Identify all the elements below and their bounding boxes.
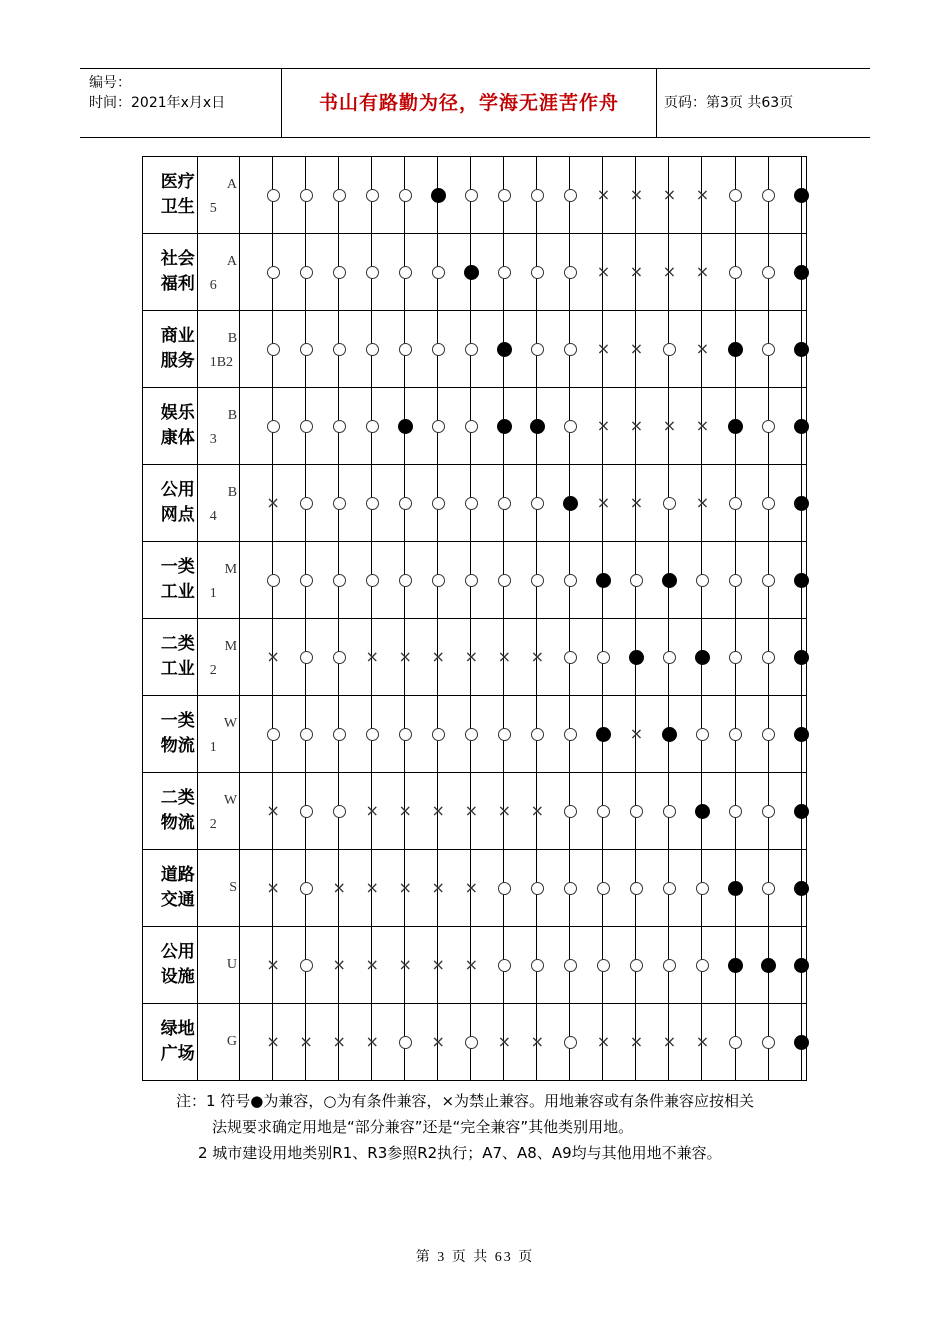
conditional-compatible-icon: [298, 726, 314, 742]
compat-cell: [801, 1004, 806, 1081]
land-use-code: [197, 542, 239, 619]
conditional-compatible-icon: [265, 418, 281, 434]
forbidden-icon: ×: [365, 1032, 379, 1051]
forbidden-icon: ×: [464, 878, 478, 897]
conditional-compatible-icon: [331, 264, 347, 280]
land-use-code: [197, 850, 239, 927]
conditional-compatible-icon: [496, 726, 512, 742]
conditional-compatible-icon: [761, 880, 777, 896]
conditional-compatible-icon: [397, 495, 413, 511]
land-use-code: [197, 773, 239, 850]
code-number: 4: [209, 509, 217, 524]
forbidden-icon: ×: [398, 878, 412, 897]
forbidden-icon: ×: [266, 1032, 280, 1051]
land-use-name-text: 二类物流: [160, 788, 195, 833]
compatible-icon: [397, 418, 413, 434]
compat-cell: [801, 234, 806, 311]
compat-cell: [801, 850, 806, 927]
forbidden-icon: ×: [629, 262, 644, 281]
conditional-compatible-icon: [529, 264, 545, 280]
conditional-compatible-icon: [562, 880, 578, 896]
forbidden-icon: ×: [695, 185, 710, 204]
forbidden-icon: ×: [695, 1032, 710, 1051]
forbidden-icon: ×: [266, 878, 280, 897]
land-use-name: [143, 850, 198, 927]
forbidden-icon: ×: [365, 955, 379, 974]
conditional-compatible-icon: [265, 341, 281, 357]
table-row: [143, 773, 807, 850]
compatible-icon: [728, 880, 744, 896]
land-use-name-text: 道路交通: [160, 865, 195, 910]
compatible-icon: [728, 418, 744, 434]
conditional-compatible-icon: [728, 803, 744, 819]
conditional-compatible-icon: [694, 957, 710, 973]
conditional-compatible-icon: [331, 572, 347, 588]
conditional-compatible-icon: [430, 495, 446, 511]
conditional-compatible-icon: [562, 572, 578, 588]
page-header: [80, 68, 870, 138]
land-use-name-text: 绿地广场: [160, 1019, 195, 1064]
code-number: 1B2: [209, 355, 234, 370]
land-use-name: [143, 619, 198, 696]
conditional-compatible-icon: [694, 572, 710, 588]
forbidden-icon: ×: [596, 493, 611, 512]
land-use-name: [143, 696, 198, 773]
conditional-compatible-icon: [298, 803, 314, 819]
conditional-compatible-icon: [628, 572, 644, 588]
compat-cell: [801, 157, 806, 234]
land-use-code: [197, 157, 239, 234]
note-line-1: 注：1 符号●为兼容，○为有条件兼容，×为禁止兼容。用地兼容或有条件兼容应按相关: [176, 1092, 755, 1110]
conditional-compatible-icon: [661, 803, 677, 819]
conditional-compatible-icon: [595, 649, 611, 665]
compatible-icon: [794, 726, 810, 742]
conditional-compatible-icon: [661, 880, 677, 896]
conditional-compatible-icon: [430, 341, 446, 357]
conditional-compatible-icon: [628, 803, 644, 819]
compatible-icon: [661, 572, 677, 588]
forbidden-icon: ×: [629, 416, 644, 435]
land-use-name: [143, 773, 198, 850]
conditional-compatible-icon: [562, 957, 578, 973]
compatible-icon: [694, 649, 710, 665]
compat-cell: [801, 927, 806, 1004]
conditional-compatible-icon: [562, 649, 578, 665]
compatible-icon: [794, 341, 810, 357]
compat-cell: [801, 311, 806, 388]
land-use-name: [143, 234, 198, 311]
conditional-compatible-icon: [496, 957, 512, 973]
compatible-icon: [463, 264, 479, 280]
conditional-compatible-icon: [628, 957, 644, 973]
forbidden-icon: ×: [431, 801, 445, 820]
land-use-name-text: 社会福利: [160, 249, 195, 294]
compatible-icon: [595, 726, 611, 742]
forbidden-icon: ×: [365, 647, 379, 666]
conditional-compatible-icon: [265, 264, 281, 280]
land-use-name-text: 二类工业: [160, 634, 195, 679]
conditional-compatible-icon: [331, 187, 347, 203]
conditional-compatible-icon: [298, 495, 314, 511]
land-use-name: [143, 1004, 198, 1081]
forbidden-icon: ×: [332, 878, 346, 897]
conditional-compatible-icon: [761, 649, 777, 665]
conditional-compatible-icon: [562, 1034, 578, 1050]
compatible-icon: [430, 187, 446, 203]
land-compatibility-table: [142, 156, 807, 1081]
compatible-icon: [794, 418, 810, 434]
land-use-name: [143, 311, 198, 388]
conditional-compatible-icon: [728, 649, 744, 665]
conditional-compatible-icon: [761, 572, 777, 588]
conditional-compatible-icon: [364, 187, 380, 203]
land-use-code: [197, 234, 239, 311]
code-number: 6: [209, 278, 217, 293]
land-use-name-text: 一类物流: [160, 711, 195, 756]
land-use-name: [143, 465, 198, 542]
compatible-icon: [794, 572, 810, 588]
forbidden-icon: ×: [629, 493, 644, 512]
code-letter: G: [226, 1034, 238, 1049]
header-meta: [89, 73, 225, 113]
conditional-compatible-icon: [430, 418, 446, 434]
forbidden-icon: ×: [365, 801, 379, 820]
header-page-info: 页码：第3页 共63页: [664, 95, 794, 111]
land-use-code: [197, 1004, 239, 1081]
table-row: [143, 157, 807, 234]
code-letter: B: [227, 408, 238, 423]
conditional-compatible-icon: [430, 726, 446, 742]
land-use-name-text: 医疗卫生: [160, 172, 195, 217]
conditional-compatible-icon: [761, 341, 777, 357]
forbidden-icon: ×: [398, 647, 412, 666]
forbidden-icon: ×: [299, 1032, 313, 1051]
conditional-compatible-icon: [562, 726, 578, 742]
forbidden-icon: ×: [596, 1032, 611, 1051]
compat-cell: [801, 542, 806, 619]
compatible-icon: [728, 957, 744, 973]
code-letter: A: [226, 177, 238, 192]
date-label: 时间：2021年x月x日: [89, 95, 226, 111]
conditional-compatible-icon: [562, 418, 578, 434]
code-letter: U: [226, 957, 238, 972]
conditional-compatible-icon: [595, 803, 611, 819]
conditional-compatible-icon: [761, 803, 777, 819]
code-letter: B: [227, 331, 238, 346]
forbidden-icon: ×: [662, 185, 677, 204]
forbidden-icon: ×: [629, 339, 644, 358]
code-letter: S: [229, 880, 238, 895]
code-number: 1: [209, 740, 217, 755]
conditional-compatible-icon: [496, 264, 512, 280]
conditional-compatible-icon: [364, 726, 380, 742]
land-use-name: [143, 388, 198, 465]
conditional-compatible-icon: [496, 880, 512, 896]
land-use-name-text: 商业服务: [160, 326, 195, 371]
conditional-compatible-icon: [331, 418, 347, 434]
conditional-compatible-icon: [397, 1034, 413, 1050]
forbidden-icon: ×: [695, 493, 710, 512]
conditional-compatible-icon: [529, 187, 545, 203]
compatible-icon: [529, 418, 545, 434]
table-row: [143, 1004, 807, 1081]
compat-cell: [801, 465, 806, 542]
compatible-icon: [794, 803, 810, 819]
compatible-icon: [794, 957, 810, 973]
compatible-icon: [694, 803, 710, 819]
forbidden-icon: ×: [431, 1032, 445, 1051]
table-row: [143, 234, 807, 311]
conditional-compatible-icon: [265, 187, 281, 203]
code-letter: M: [224, 562, 238, 577]
table-row: [143, 850, 807, 927]
land-use-name: [143, 157, 198, 234]
conditional-compatible-icon: [661, 495, 677, 511]
conditional-compatible-icon: [562, 187, 578, 203]
land-use-name: [143, 542, 198, 619]
conditional-compatible-icon: [364, 572, 380, 588]
conditional-compatible-icon: [331, 649, 347, 665]
conditional-compatible-icon: [728, 495, 744, 511]
compatible-icon: [562, 495, 578, 511]
conditional-compatible-icon: [628, 880, 644, 896]
conditional-compatible-icon: [298, 880, 314, 896]
conditional-compatible-icon: [761, 187, 777, 203]
forbidden-icon: ×: [398, 801, 412, 820]
conditional-compatible-icon: [463, 726, 479, 742]
compat-cell: [801, 696, 806, 773]
forbidden-icon: ×: [530, 647, 545, 666]
compatible-icon: [794, 1034, 810, 1050]
land-use-name-text: 一类工业: [160, 557, 195, 602]
forbidden-icon: ×: [464, 955, 478, 974]
compat-cell: [801, 619, 806, 696]
forbidden-icon: ×: [497, 1032, 511, 1051]
conditional-compatible-icon: [463, 418, 479, 434]
forbidden-icon: ×: [530, 801, 545, 820]
conditional-compatible-icon: [529, 957, 545, 973]
forbidden-icon: ×: [662, 416, 677, 435]
conditional-compatible-icon: [397, 264, 413, 280]
forbidden-icon: ×: [629, 1032, 644, 1051]
conditional-compatible-icon: [331, 341, 347, 357]
forbidden-icon: ×: [596, 185, 611, 204]
forbidden-icon: ×: [431, 647, 445, 666]
conditional-compatible-icon: [562, 803, 578, 819]
table-row: [143, 465, 807, 542]
forbidden-icon: ×: [266, 801, 280, 820]
forbidden-icon: ×: [695, 339, 710, 358]
conditional-compatible-icon: [298, 572, 314, 588]
conditional-compatible-icon: [298, 187, 314, 203]
land-use-code: [197, 619, 239, 696]
conditional-compatible-icon: [298, 957, 314, 973]
conditional-compatible-icon: [298, 341, 314, 357]
code-number: 5: [209, 201, 217, 216]
conditional-compatible-icon: [728, 264, 744, 280]
conditional-compatible-icon: [364, 495, 380, 511]
conditional-compatible-icon: [397, 187, 413, 203]
forbidden-icon: ×: [662, 262, 677, 281]
forbidden-icon: ×: [431, 878, 445, 897]
forbidden-icon: ×: [596, 262, 611, 281]
conditional-compatible-icon: [265, 572, 281, 588]
forbidden-icon: ×: [695, 416, 710, 435]
table-row: [143, 696, 807, 773]
land-use-code: [197, 465, 239, 542]
note-line-3: 2 城市建设用地类别R1、R3参照R2执行；A7、A8、A9均与其他用地不兼容。: [198, 1144, 722, 1162]
conditional-compatible-icon: [728, 1034, 744, 1050]
conditional-compatible-icon: [430, 264, 446, 280]
conditional-compatible-icon: [529, 880, 545, 896]
forbidden-icon: ×: [530, 1032, 545, 1051]
table-row: [143, 927, 807, 1004]
forbidden-icon: ×: [695, 262, 710, 281]
conditional-compatible-icon: [761, 1034, 777, 1050]
compatible-icon: [728, 341, 744, 357]
forbidden-icon: ×: [266, 493, 280, 512]
conditional-compatible-icon: [298, 418, 314, 434]
forbidden-icon: ×: [266, 955, 280, 974]
conditional-compatible-icon: [529, 726, 545, 742]
forbidden-icon: ×: [365, 878, 379, 897]
conditional-compatible-icon: [397, 572, 413, 588]
conditional-compatible-icon: [562, 341, 578, 357]
code-letter: A: [226, 254, 238, 269]
land-use-code: [197, 696, 239, 773]
conditional-compatible-icon: [761, 418, 777, 434]
compatible-icon: [496, 341, 512, 357]
land-use-code: [197, 927, 239, 1004]
conditional-compatible-icon: [463, 495, 479, 511]
conditional-compatible-icon: [298, 649, 314, 665]
conditional-compatible-icon: [364, 341, 380, 357]
conditional-compatible-icon: [496, 572, 512, 588]
forbidden-icon: ×: [398, 955, 412, 974]
number-label: 编号：: [89, 75, 131, 91]
land-use-code: [197, 311, 239, 388]
conditional-compatible-icon: [728, 187, 744, 203]
compatible-icon: [628, 649, 644, 665]
compatible-icon: [794, 187, 810, 203]
forbidden-icon: ×: [464, 801, 478, 820]
compatible-icon: [794, 649, 810, 665]
conditional-compatible-icon: [661, 957, 677, 973]
compatible-icon: [661, 726, 677, 742]
conditional-compatible-icon: [595, 880, 611, 896]
conditional-compatible-icon: [496, 495, 512, 511]
conditional-compatible-icon: [331, 726, 347, 742]
conditional-compatible-icon: [529, 495, 545, 511]
compatible-icon: [496, 418, 512, 434]
code-number: 3: [209, 432, 217, 447]
forbidden-icon: ×: [497, 647, 511, 666]
compat-cell: [801, 388, 806, 465]
conditional-compatible-icon: [529, 341, 545, 357]
compat-cell: [801, 773, 806, 850]
table-row: [143, 542, 807, 619]
table-row: [143, 619, 807, 696]
forbidden-icon: ×: [464, 647, 478, 666]
forbidden-icon: ×: [629, 185, 644, 204]
conditional-compatible-icon: [694, 726, 710, 742]
header-divider: [656, 69, 657, 137]
conditional-compatible-icon: [331, 495, 347, 511]
conditional-compatible-icon: [364, 264, 380, 280]
conditional-compatible-icon: [761, 495, 777, 511]
conditional-compatible-icon: [298, 264, 314, 280]
forbidden-icon: ×: [332, 955, 346, 974]
compatible-icon: [761, 957, 777, 973]
conditional-compatible-icon: [529, 572, 545, 588]
forbidden-icon: ×: [497, 801, 511, 820]
conditional-compatible-icon: [331, 803, 347, 819]
conditional-compatible-icon: [562, 264, 578, 280]
land-use-name: [143, 927, 198, 1004]
conditional-compatible-icon: [661, 649, 677, 665]
note-line-2: 法规要求确定用地是“部分兼容”还是“完全兼容”其他类别用地。: [212, 1118, 634, 1136]
code-letter: W: [223, 716, 238, 731]
conditional-compatible-icon: [463, 572, 479, 588]
compatible-icon: [794, 264, 810, 280]
compatible-icon: [595, 572, 611, 588]
forbidden-icon: ×: [266, 647, 280, 666]
compatible-icon: [794, 880, 810, 896]
forbidden-icon: ×: [662, 1032, 677, 1051]
table-notes: [142, 1088, 812, 1166]
forbidden-icon: ×: [332, 1032, 346, 1051]
conditional-compatible-icon: [463, 1034, 479, 1050]
conditional-compatible-icon: [397, 341, 413, 357]
code-letter: B: [227, 485, 238, 500]
page-footer: 第 3 页 共 63 页: [415, 1250, 535, 1265]
conditional-compatible-icon: [728, 726, 744, 742]
conditional-compatible-icon: [661, 341, 677, 357]
forbidden-icon: ×: [596, 416, 611, 435]
conditional-compatible-icon: [496, 187, 512, 203]
conditional-compatible-icon: [397, 726, 413, 742]
land-use-name-text: 公用设施: [160, 942, 195, 987]
conditional-compatible-icon: [265, 726, 281, 742]
forbidden-icon: ×: [629, 724, 644, 743]
conditional-compatible-icon: [728, 572, 744, 588]
forbidden-icon: ×: [431, 955, 445, 974]
conditional-compatible-icon: [463, 341, 479, 357]
table-row: [143, 388, 807, 465]
code-number: 2: [209, 817, 217, 832]
code-number: 2: [209, 663, 217, 678]
land-use-code: [197, 388, 239, 465]
code-number: 1: [209, 586, 217, 601]
conditional-compatible-icon: [761, 726, 777, 742]
conditional-compatible-icon: [463, 187, 479, 203]
table-row: [143, 311, 807, 388]
forbidden-icon: ×: [596, 339, 611, 358]
conditional-compatible-icon: [430, 572, 446, 588]
conditional-compatible-icon: [595, 957, 611, 973]
code-letter: M: [224, 639, 238, 654]
conditional-compatible-icon: [761, 264, 777, 280]
conditional-compatible-icon: [364, 418, 380, 434]
code-letter: W: [223, 793, 238, 808]
header-motto: 书山有路勤为径，学海无涯苦作舟: [318, 92, 619, 114]
conditional-compatible-icon: [694, 880, 710, 896]
land-use-name-text: 公用网点: [160, 480, 195, 525]
compatible-icon: [794, 495, 810, 511]
land-use-name-text: 娱乐康体: [160, 403, 195, 448]
